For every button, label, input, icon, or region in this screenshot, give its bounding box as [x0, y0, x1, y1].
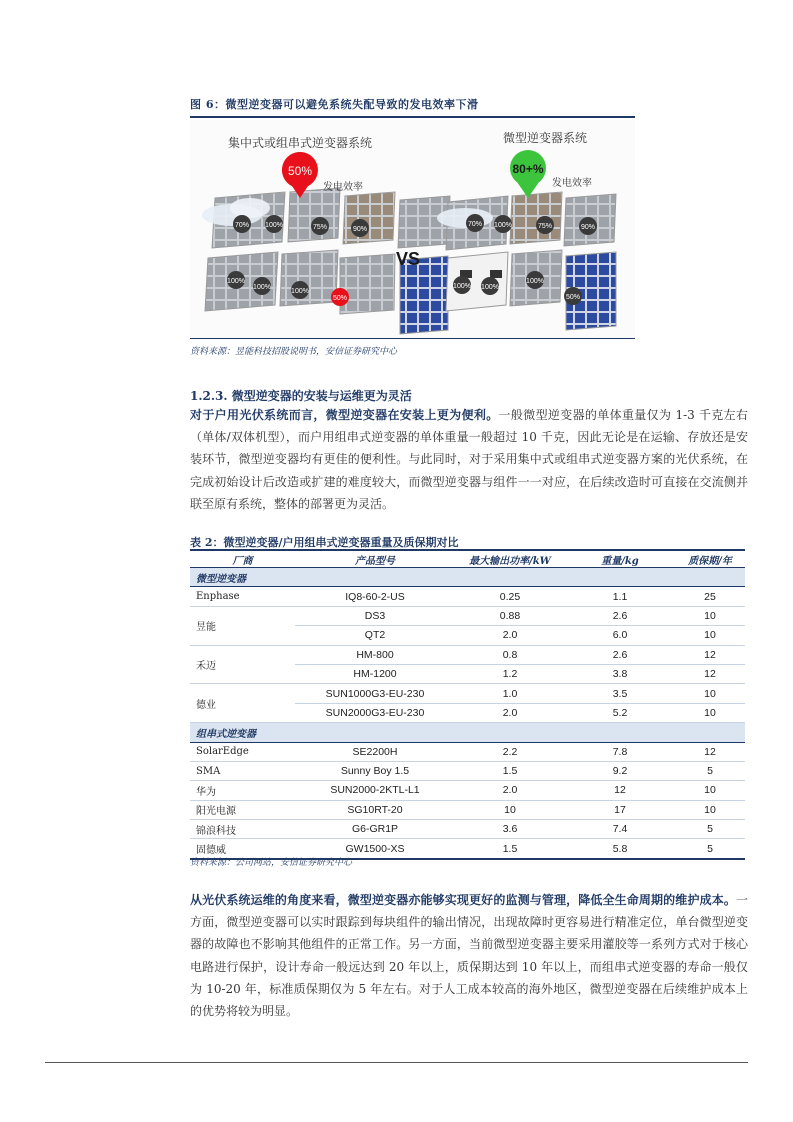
vendor-cell: 阳光电源 [190, 800, 295, 819]
table-row [190, 761, 745, 780]
group-label: 微型逆变器 [190, 568, 745, 587]
right-pin-label: 100% [453, 283, 471, 290]
right-pin-label: 75% [537, 223, 553, 230]
warranty-cell: 12 [675, 742, 745, 761]
table-row [190, 820, 745, 839]
footer-divider [45, 1062, 748, 1063]
col-header: 厂商 [190, 550, 295, 568]
power-cell: 3.6 [455, 820, 565, 839]
table-source: 资料来源：公司网站，安信证券研究中心 [190, 858, 353, 868]
left-efficiency-label: 发电效率 [323, 182, 363, 193]
microinverter-icon [490, 270, 502, 278]
model-cell: SUN2000G3-EU-230 [295, 703, 455, 722]
weight-cell: 6.0 [565, 626, 675, 645]
right-efficiency-badge [510, 150, 546, 198]
left-pin-label: 100% [253, 284, 271, 291]
left-panel-3 [343, 192, 395, 244]
model-cell: IQ8-60-2-US [295, 587, 455, 606]
weight-cell: 2.6 [565, 645, 675, 664]
right-pin-label: 100% [494, 222, 512, 229]
right-pin-label: 100% [481, 284, 499, 291]
weight-cell: 17 [565, 800, 675, 819]
panel-comparison-graphic [190, 120, 635, 338]
right-panel-array [437, 192, 616, 330]
power-cell: 2.0 [455, 703, 565, 722]
vendor-cell: 昱能 [190, 606, 295, 645]
vendor-cell: SolarEdge [190, 742, 295, 761]
table-row [190, 742, 745, 761]
left-pin-label: 50% [332, 295, 348, 302]
table-title: 表 2：微型逆变器/户用组串式逆变器重量及质保期对比 [190, 536, 459, 549]
col-header: 质保期/年 [675, 550, 745, 568]
table-group-row [190, 723, 745, 742]
power-cell: 2.2 [455, 742, 565, 761]
warranty-cell: 10 [675, 684, 745, 703]
model-cell: G6-GR1P [295, 820, 455, 839]
right-panel-2 [510, 192, 562, 244]
weight-cell: 5.8 [565, 839, 675, 859]
paragraph-install [190, 404, 748, 515]
paragraph-lead: 从光伏系统运维的角度来看，微型逆变器亦能够实现更好的监测与管理，降低全生命周期的维护成本。 [190, 893, 736, 907]
weight-cell: 3.5 [565, 684, 675, 703]
power-cell: 1.5 [455, 839, 565, 859]
section-heading: 1.2.3. 微型逆变器的安装与运维更为灵活 [190, 389, 412, 403]
model-cell: DS3 [295, 606, 455, 625]
table-row [190, 684, 745, 703]
weight-cell: 1.1 [565, 587, 675, 606]
left-pin-label: 75% [312, 224, 328, 231]
warranty-cell: 10 [675, 626, 745, 645]
model-cell: HM-1200 [295, 664, 455, 683]
col-header: 最大输出功率/kW [455, 550, 565, 568]
paragraph-lead: 对于户用光伏系统而言，微型逆变器在安装上更为便利。 [190, 408, 499, 422]
table-row [190, 587, 745, 606]
left-pin-label: 100% [291, 288, 309, 295]
weight-cell: 9.2 [565, 761, 675, 780]
right-pin-label: 90% [580, 224, 596, 231]
model-cell: SG10RT-20 [295, 800, 455, 819]
table-row [190, 800, 745, 819]
figure-illustration [190, 120, 635, 339]
power-cell: 10 [455, 800, 565, 819]
figure-source: 资料来源：昱能科技招股说明书，安信证券研究中心 [190, 347, 398, 357]
table-header-row [190, 550, 745, 568]
model-cell: SE2200H [295, 742, 455, 761]
warranty-cell: 5 [675, 820, 745, 839]
power-cell: 2.0 [455, 626, 565, 645]
figure-title: 图 6：微型逆变器可以避免系统失配导致的发电效率下滑 [190, 96, 635, 118]
left-system-label: 集中式或组串式逆变器系统 [227, 136, 373, 150]
power-cell: 1.2 [455, 664, 565, 683]
power-cell: 0.88 [455, 606, 565, 625]
cloud-icon [437, 208, 493, 228]
left-pin-label: 70% [234, 222, 250, 229]
vendor-cell: 固德威 [190, 839, 295, 859]
warranty-cell: 10 [675, 703, 745, 722]
table-group-row [190, 568, 745, 587]
warranty-cell: 10 [675, 781, 745, 800]
warranty-cell: 5 [675, 761, 745, 780]
vendor-cell: Enphase [190, 587, 295, 606]
weight-cell: 5.2 [565, 703, 675, 722]
table-row [190, 606, 745, 625]
right-pin-label: 100% [526, 278, 544, 285]
cloud-icon [230, 198, 270, 218]
vendor-cell: 华为 [190, 781, 295, 800]
vendor-cell: 禾迈 [190, 645, 295, 684]
vendor-cell: 德业 [190, 684, 295, 723]
paragraph-maintenance [190, 889, 748, 1022]
weight-cell: 7.8 [565, 742, 675, 761]
left-panel-7 [340, 254, 395, 314]
col-header: 产品型号 [295, 550, 455, 568]
left-pin-label: 100% [265, 222, 283, 229]
right-pin-label: 50% [565, 294, 581, 301]
vendor-cell: 锦浪科技 [190, 820, 295, 839]
warranty-cell: 10 [675, 800, 745, 819]
left-pin-label: 90% [352, 226, 368, 233]
weight-cell: 7.4 [565, 820, 675, 839]
right-efficiency-label: 发电效率 [552, 178, 592, 189]
warranty-cell: 10 [675, 606, 745, 625]
right-efficiency-value: 80+% [512, 162, 544, 176]
weight-cell: 12 [565, 781, 675, 800]
group-label: 组串式逆变器 [190, 723, 745, 742]
left-panel-6 [280, 250, 338, 306]
model-cell: SUN1000G3-EU-230 [295, 684, 455, 703]
model-cell: Sunny Boy 1.5 [295, 761, 455, 780]
model-cell: GW1500-XS [295, 839, 455, 859]
warranty-cell: 12 [675, 645, 745, 664]
power-cell: 0.8 [455, 645, 565, 664]
left-efficiency-value: 50% [287, 164, 313, 178]
model-cell: QT2 [295, 626, 455, 645]
paragraph-body: 一般微型逆变器的单体重量仅为 1-3 千克左右（单体/双体机型），而户用组串式逆变器的单体重量一般超过 10 千克，因此无论是在运输、存放还是安装环节，微型逆变器均有更佳的便利性。与此同时，对于采用集中式或组串式逆变器方案的光伏系统，在完成初始设计后改造或扩建的难度较大，而微型逆变器与组件一一对应，在后续改造时可直接在交流侧并联至原有系统，整体的部署更为灵活。 [190, 408, 748, 511]
left-pin-label: 100% [227, 278, 245, 285]
model-cell: SUN2000-2KTL-L1 [295, 781, 455, 800]
power-cell: 1.5 [455, 761, 565, 780]
warranty-cell: 12 [675, 664, 745, 683]
spec-table [190, 549, 745, 860]
right-pin-label: 70% [467, 221, 483, 228]
paragraph-body: 一方面，微型逆变器可以实时跟踪到每块组件的输出情况，出现故障时更容易进行精准定位，单台微型逆变器的故障也不影响其他组件的正常工作。另一方面，当前微型逆变器主要采用灌胶等一系列方式对于核心电路进行保护，设计寿命一般远达到 20 年以上，质保期达到 10 年以上，而组串式逆变器的寿命一般仅为 10-20 年，标准质保期仅为 5 年左右。对于人工成本较高的海外地区，微型逆变器在后续维护成本上的优势将较为明显。 [190, 893, 748, 1019]
table-row [190, 781, 745, 800]
power-cell: 2.0 [455, 781, 565, 800]
left-panel-2 [288, 188, 340, 242]
right-system-label: 微型逆变器系统 [502, 131, 588, 145]
vendor-cell: SMA [190, 761, 295, 780]
table-row [190, 645, 745, 664]
power-cell: 0.25 [455, 587, 565, 606]
model-cell: HM-800 [295, 645, 455, 664]
vs-label: VS [395, 249, 421, 269]
warranty-cell: 5 [675, 839, 745, 859]
warranty-cell: 25 [675, 587, 745, 606]
weight-cell: 2.6 [565, 606, 675, 625]
col-header: 重量/kg [565, 550, 675, 568]
power-cell: 1.0 [455, 684, 565, 703]
weight-cell: 3.8 [565, 664, 675, 683]
